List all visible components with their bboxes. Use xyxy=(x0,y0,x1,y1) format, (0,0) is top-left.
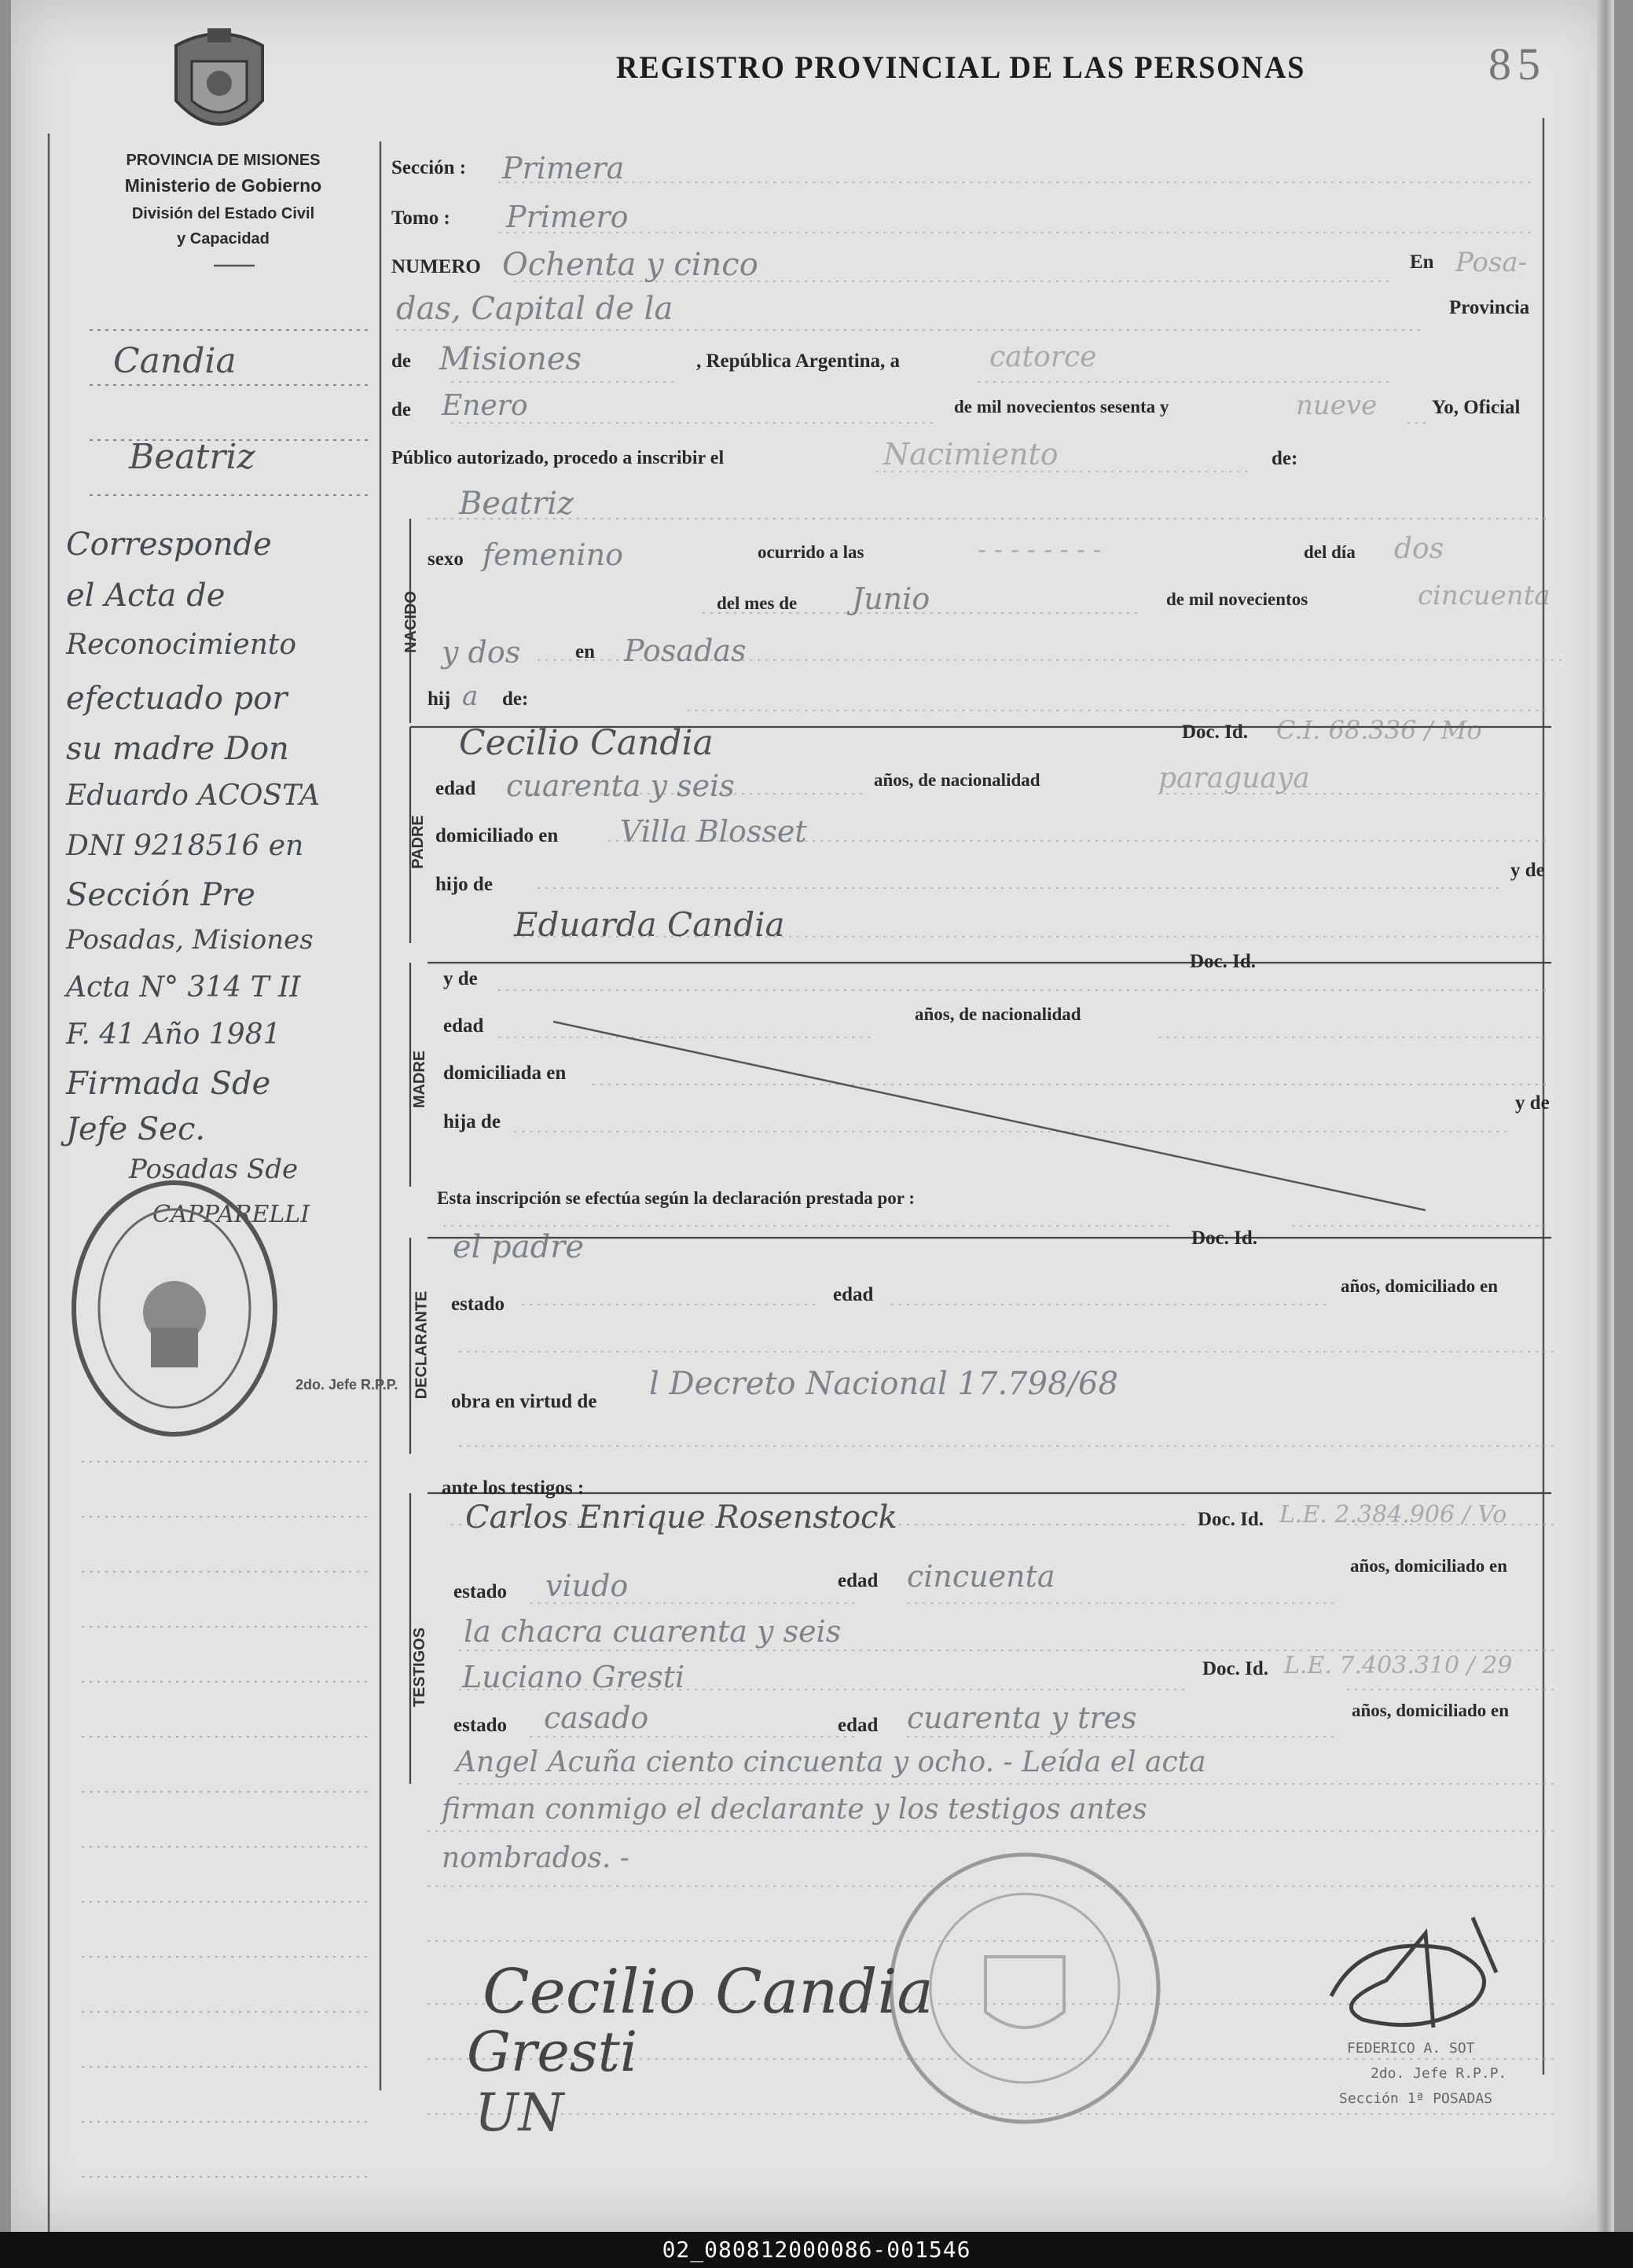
margin-note-line-8: Sección Pre xyxy=(66,877,255,913)
declarante-estado-label: estado xyxy=(451,1294,505,1315)
year-label: de mil novecientos sesenta y xyxy=(954,397,1169,417)
closing-line2: firman conmigo el declarante y los testigos antes xyxy=(442,1793,1147,1826)
en-label: En xyxy=(1410,251,1434,273)
hij-de-label: de: xyxy=(502,688,529,710)
margin-note-line-6: Eduardo ACOSTA xyxy=(66,780,321,812)
witness1-dom-value: la chacra cuarenta y seis xyxy=(464,1614,842,1649)
nacido-name: Beatriz xyxy=(459,486,574,522)
nacido-side-label: NACIDO xyxy=(402,591,420,653)
padre-side-label: PADRE xyxy=(409,815,427,869)
witness2-edad-value: cuarenta y tres xyxy=(907,1701,1137,1735)
obra-value: l Decreto Nacional 17.798/68 xyxy=(649,1366,1118,1402)
time-value: - - - - - - - - xyxy=(978,534,1102,564)
hij-suffix: a xyxy=(462,681,479,712)
margin-note-line-15: CAPPARELLI xyxy=(152,1201,310,1228)
testigos-intro: ante los testigos : xyxy=(442,1477,585,1499)
margin-note-line-1: Corresponde xyxy=(66,527,272,563)
padre-edad-label: edad xyxy=(435,778,476,799)
ministry-line4: y Capacidad xyxy=(177,230,270,248)
padre-nac-label: años, de nacionalidad xyxy=(874,770,1040,790)
witness2-dom-label: años, domiciliado en xyxy=(1352,1701,1510,1720)
registry-stamp-left xyxy=(57,1171,292,1446)
official-section: Sección 1ª POSADAS xyxy=(1339,2090,1493,2107)
signature-cecilio-candia: Cecilio Candia xyxy=(483,1957,934,2028)
witness1-doc-value: L.E. 2.384.906 / Vo xyxy=(1279,1501,1507,1529)
declarante-name: el padre xyxy=(453,1229,585,1265)
publico-label: Público autorizado, procedo a inscribir el xyxy=(391,448,725,468)
witness1-edad-label: edad xyxy=(838,1570,879,1591)
madre-side-label: MADRE xyxy=(411,1050,429,1109)
margin-note-line-4: efectuado por xyxy=(66,681,288,717)
ocurrido-label: ocurrido a las xyxy=(758,542,864,562)
place-value: das, Capital de la xyxy=(396,291,673,327)
day-value: catorce xyxy=(989,341,1097,373)
birth-month-value: Junio xyxy=(852,582,930,616)
margin-note-line-2: el Acta de xyxy=(66,578,226,614)
padre-name: Cecilio Candia xyxy=(459,723,714,763)
padre-dom-label: domiciliado en xyxy=(435,825,559,846)
birth-place-value: Posadas xyxy=(624,633,747,668)
margin-note-line-10: Acta N° 314 T II xyxy=(66,971,301,1004)
declarante-edad-label: edad xyxy=(833,1284,874,1305)
mil-label: de mil novecientos xyxy=(1166,589,1308,609)
image-id-bar xyxy=(0,2232,1633,2268)
margin-surname: Candia xyxy=(113,341,237,381)
official-title: 2do. Jefe R.P.P. xyxy=(1371,2065,1507,2082)
republica-label: , República Argentina, a xyxy=(696,350,901,372)
ministry-line2: Ministerio de Gobierno xyxy=(124,175,322,196)
de-colon-label: de: xyxy=(1272,448,1298,469)
sexo-label: sexo xyxy=(428,549,464,570)
margin-given-name: Beatriz xyxy=(129,437,255,477)
margin-note-line-5: su madre Don xyxy=(66,731,289,767)
margin-note-line-7: DNI 9218516 en xyxy=(66,830,304,862)
witness2-doc-value: L.E. 7.403.310 / 29 xyxy=(1284,1652,1513,1679)
closing-line1: Angel Acuña ciento cincuenta y ocho. - Leída el acta xyxy=(456,1746,1206,1778)
madre-hija-label: hija de xyxy=(443,1111,501,1132)
sexo-value: femenino xyxy=(483,538,624,572)
padre-doc-value: C.I. 68.336 / Mo xyxy=(1276,715,1482,745)
stamp-side-note: 2do. Jefe R.P.P. xyxy=(295,1377,398,1393)
seccion-label: Sección : xyxy=(391,157,467,178)
madre-y-de2-label: y de xyxy=(1515,1092,1550,1114)
witness1-edad-value: cincuenta xyxy=(907,1559,1055,1594)
witness1-estado-label: estado xyxy=(453,1581,508,1602)
image-id-text: 02_080812000086-001546 xyxy=(662,2237,971,2262)
signature-third: UN xyxy=(475,2083,564,2143)
provincia-label: Provincia xyxy=(1449,297,1530,318)
witness1-name: Carlos Enrique Rosenstock xyxy=(465,1499,897,1536)
official-signature-mark xyxy=(1316,1886,1551,2059)
en-birth-label: en xyxy=(575,641,595,662)
testigos-side-label: TESTIGOS xyxy=(411,1627,429,1708)
padre-doc-label: Doc. Id. xyxy=(1182,721,1249,743)
madre-doc-label: Doc. Id. xyxy=(1190,951,1257,972)
numero-value: Ochenta y cinco xyxy=(502,247,758,283)
witness1-doc-label: Doc. Id. xyxy=(1198,1509,1264,1530)
padre-dom-value: Villa Blosset xyxy=(620,814,807,849)
de-month-label: de xyxy=(391,399,411,420)
declarante-dom-label: años, domiciliado en xyxy=(1341,1276,1499,1296)
declarante-side-label: DECLARANTE xyxy=(413,1290,431,1400)
province-value: Misiones xyxy=(439,341,582,377)
tomo-label: Tomo : xyxy=(391,207,450,229)
ministry-line3: División del Estado Civil xyxy=(131,205,315,222)
oficial-label: Yo, Oficial xyxy=(1432,397,1521,418)
numero-label: NUMERO xyxy=(391,256,481,277)
de-label: de xyxy=(391,350,411,372)
en-value: Posa- xyxy=(1455,247,1528,278)
madre-y-de-label: y de xyxy=(443,968,478,989)
obra-label: obra en virtud de xyxy=(451,1391,597,1412)
folio-number: 85 xyxy=(1488,39,1547,90)
declarante-doc-label: Doc. Id. xyxy=(1191,1228,1258,1249)
declarante-intro: Esta inscripción se efectúa según la declaración prestada por : xyxy=(437,1188,915,1208)
closing-line3: nombrados. - xyxy=(442,1842,629,1874)
seccion-value: Primera xyxy=(502,151,625,185)
year-value: nueve xyxy=(1296,390,1378,421)
birth-day-value: dos xyxy=(1394,533,1444,565)
witness1-estado-value: viudo xyxy=(545,1569,629,1603)
madre-edad-label: edad xyxy=(443,1015,484,1037)
ministry-line1: PROVINCIA DE MISIONES xyxy=(126,152,321,169)
official-name: FEDERICO A. SOT xyxy=(1347,2040,1475,2057)
padre-hijo-label: hijo de xyxy=(435,874,493,895)
birth-year-value1: cincuenta xyxy=(1418,580,1550,611)
month-value: Enero xyxy=(442,390,528,422)
document-title: REGISTRO PROVINCIAL DE LAS PERSONAS xyxy=(616,50,1306,85)
margin-note-line-9: Posadas, Misiones xyxy=(66,924,314,956)
witness2-estado-label: estado xyxy=(453,1715,508,1736)
margin-note-line-3: Reconocimiento xyxy=(66,629,297,661)
act-type-value: Nacimiento xyxy=(883,437,1059,472)
document-page xyxy=(11,0,1614,2232)
margin-note-line-11: F. 41 Año 1981 xyxy=(66,1018,281,1051)
padre-nac-value: paraguaya xyxy=(1158,762,1310,795)
signature-witness-gresti: Gresti xyxy=(467,2020,638,2084)
del-dia-label: del día xyxy=(1304,542,1356,562)
witness1-dom-label: años, domiciliado en xyxy=(1350,1556,1508,1576)
margin-note-line-13: Jefe Sec. xyxy=(66,1111,206,1147)
madre-dom-label: domiciliada en xyxy=(443,1062,567,1084)
padre-mother-value: Eduarda Candia xyxy=(514,905,785,944)
witness2-name: Luciano Gresti xyxy=(462,1660,685,1694)
hij-label: hij xyxy=(428,688,451,710)
mes-label: del mes de xyxy=(717,593,798,613)
witness2-estado-value: casado xyxy=(544,1701,649,1735)
padre-y-de-label: y de xyxy=(1510,860,1545,881)
madre-nac-label: años, de nacionalidad xyxy=(915,1004,1081,1024)
tomo-value: Primero xyxy=(506,200,629,234)
witness2-doc-label: Doc. Id. xyxy=(1202,1658,1269,1679)
padre-edad-value: cuarenta y seis xyxy=(506,769,735,803)
margin-note-line-12: Firmada Sde xyxy=(66,1066,271,1102)
birth-year-value2: y dos xyxy=(442,635,521,670)
witness2-edad-label: edad xyxy=(838,1715,879,1736)
margin-note-line-14: Posadas Sde xyxy=(129,1154,299,1185)
